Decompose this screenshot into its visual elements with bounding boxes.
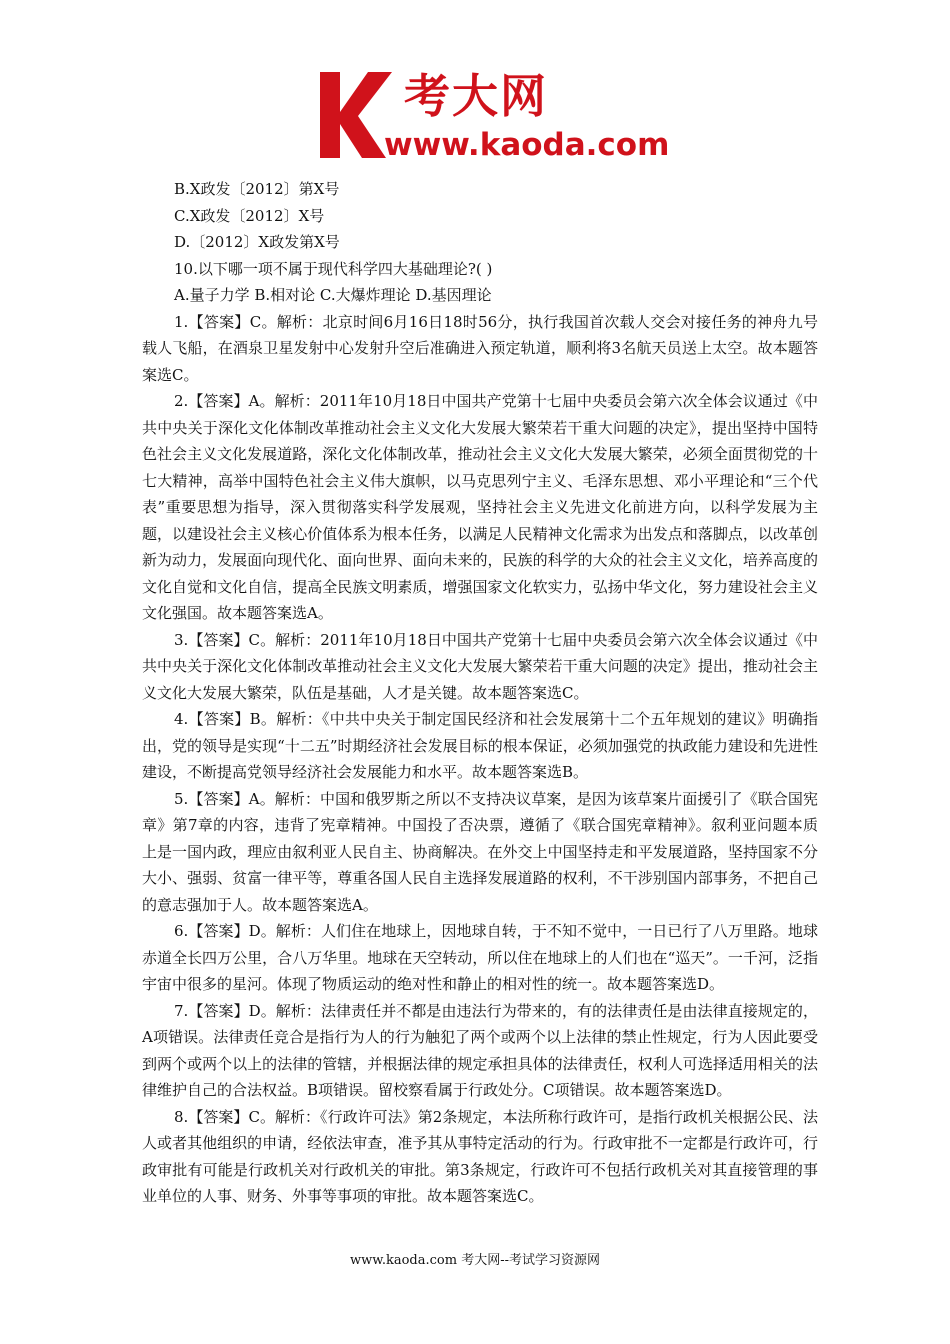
question-option: D.〔2012〕X政发第X号: [174, 233, 340, 251]
question-10: 10.以下哪一项不属于现代科学四大基础理论?( ): [174, 259, 493, 278]
page-footer: www.kaoda.com 考大网--考试学习资源网: [350, 1253, 600, 1268]
answer-6: 6.【答案】D。解析：人们住在地球上，因地球自转，于不知不觉中，一日已行了八万里路。地球赤道全长四万公里，合八万华里。地球在天空转动，所以住在地球上的人们也在“巡天”。一千河，泛指宇宙中很多的星河。体现了物质运动的绝对性和静止的相对性的统一。故本题答案选D。: [142, 922, 818, 993]
document-body: [142, 176, 818, 1210]
answer-8: 8.【答案】C。解析：《行政许可法》第2条规定，本法所称行政许可，是指行政机关根据公民、法人或者其他组织的申请，经依法审查，准予其从事特定活动的行为。行政审批不一定都是行政许可，行政审批有可能是行政机关对行政机关的审批。第3条规定，行政许可不包括行政机关对其直接管理的事业单位的人事、财务、外事等事项的审批。故本题答案选C。: [142, 1107, 818, 1205]
answer-4: 4.【答案】B。解析：《中共中央关于制定国民经济和社会发展第十二个五年规划的建议》明确指出，党的领导是实现“十二五”时期经济社会发展目标的根本保证，必须加强党的执政能力建设和先进性建设，不断提高党领导经济社会发展能力和水平。故本题答案选B。: [142, 710, 818, 781]
answer-1: 1.【答案】C。解析：北京时间6月16日18时56分，执行我国首次载人交会对接任务的神舟九号载人飞船，在酒泉卫星发射中心发射升空后准确进入预定轨道，顺利将3名航天员送上太空。故本题答案选C。: [142, 312, 818, 384]
question-option: B.X政发〔2012〕第X号: [174, 180, 340, 198]
answer-5: 5.【答案】A。解析：中国和俄罗斯之所以不支持决议草案，是因为该草案片面援引了《联合国宪章》第7章的内容，违背了宪章精神。中国投了否决票，遵循了《联合国宪章精神》。叙利亚问题本质上是一国内政，理应由叙利亚人民自主、协商解决。在外交上中国坚持走和平发展道路，坚持国家不分大小、强弱、贫富一律平等，尊重各国人民自主选择发展道路的权利，不干涉别国内部事务，不把自己的意志强加于人。故本题答案选A。: [142, 789, 818, 914]
logo-url: www.kaoda.com: [384, 127, 670, 163]
answer-2: 2.【答案】A。解析：2011年10月18日中国共产党第十七届中央委员会第六次全体会议通过《中共中央关于深化文化体制改革推动社会主义文化大发展大繁荣若干重大问题的决定》，提出坚持中国特色社会主义文化发展道路，深化文化体制改革，推动社会主义文化大发展大繁荣，必须全面贯彻党的十七大精神，高举中国特色社会主义伟大旗帜，以马克思列宁主义、毛泽东思想、邓小平理论和“三个代表”重要思想为指导，深入贯彻落实科学发展观，坚持社会主义先进文化前进方向，以科学发展为主题，以建设社会主义核心价值体系为根本任务，以满足人民精神文化需求为出发点和落脚点，以改革创新为动力，发展面向现代化、面向世界、面向未来的，民族的科学的大众的社会主义文化，培养高度的文化自觉和文化自信，提高全民族文明素质，增强国家文化软实力，弘扬中华文化，努力建设社会主义文化强国。故本题答案选A。: [142, 392, 818, 622]
kaoda-logo: [316, 68, 670, 168]
question-option: C.X政发〔2012〕X号: [174, 206, 325, 225]
kaoda-k-logo-icon: [316, 68, 394, 160]
answer-7: 7.【答案】D。解析：法律责任并不都是由违法行为带来的，有的法律责任是由法律直接规定的，A项错误。法律责任竞合是指行为人的行为触犯了两个或两个以上法律的禁止性规定，行为人因此要受到两个或两个以上的法律的管辖，并根据法律的规定承担具体的法律责任，权利人可选择适用相关的法律维护自己的合法权益。B项错误。留校察看属于行政处分。C项错误。故本题答案选D。: [142, 1001, 818, 1099]
logo-title: 考大网: [404, 69, 548, 123]
question-10-options: A.量子力学 B.相对论 C.大爆炸理论 D.基因理论: [174, 286, 492, 304]
answer-3: 3.【答案】C。解析：2011年10月18日中国共产党第十七届中央委员会第六次全体会议通过《中共中央关于深化文化体制改革推动社会主义文化大发展大繁荣若干重大问题的决定》提出，推动社会主义文化大发展大繁荣，队伍是基础，人才是关键。故本题答案选C。: [142, 630, 818, 702]
